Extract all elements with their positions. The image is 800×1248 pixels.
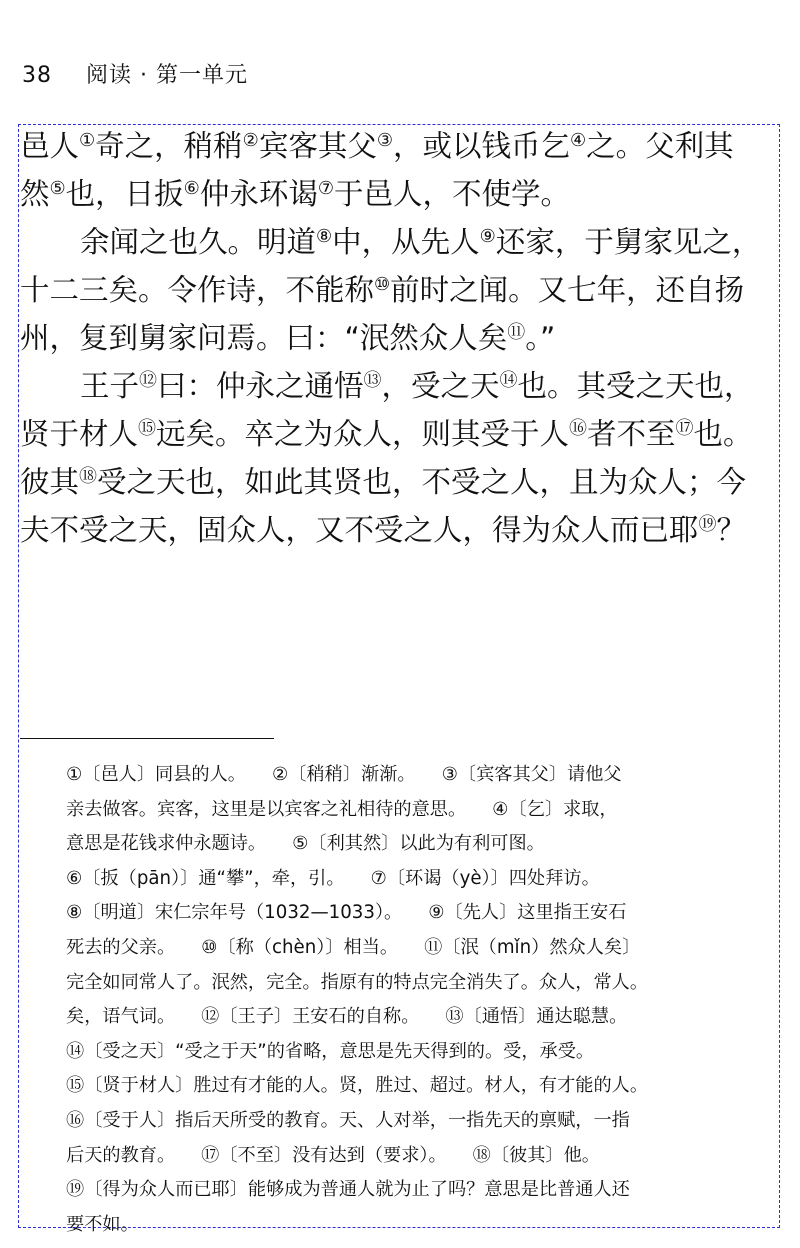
footnote-entry: ⑯〔受于人〕指后天所受的教育。天、人对举，一指先天的禀赋，一指 xyxy=(66,1109,630,1131)
footnote-entry: ⑮〔贤于材人〕胜过有才能的人。贤，胜过、超过。材人，有才能的人。 xyxy=(66,1075,649,1097)
footnote-entry: ③〔宾客其父〕请他父 xyxy=(441,764,622,785)
text-segment: 宾客其父 xyxy=(258,129,377,163)
text-segment: 奇之，稍稍 xyxy=(95,129,243,163)
footnote-marker: ⑭ xyxy=(499,370,518,391)
text-segment: 夫不受之天，固众人，又不受之人，得为众人而已耶 xyxy=(20,513,699,547)
footnote-marker: ⑯ xyxy=(569,418,588,439)
footnote-line xyxy=(66,1139,782,1174)
text-segment: 仲永环谒 xyxy=(199,177,318,211)
footnote-entry: 矣，语气词。 xyxy=(66,1006,176,1028)
text-segment: 也。其受之天也， xyxy=(517,369,754,403)
footnote-entry: 死去的父亲。 xyxy=(66,936,176,958)
footnote-marker: ⑰ xyxy=(675,418,694,439)
text-segment: 之。父利其 xyxy=(586,129,734,163)
footnote-entry: ⑨〔先人〕这里指王安石 xyxy=(428,902,627,924)
footnote-line xyxy=(66,862,782,897)
text-segment: 于邑人，不使学。 xyxy=(333,177,570,211)
footnote-entry: ④〔乞〕求取， xyxy=(492,798,618,820)
text-segment: 还家，于舅家见之， xyxy=(495,225,762,259)
text-segment: 远矣。卒之为众人，则其受于人 xyxy=(156,417,570,451)
footnote-entry: 后天的教育。 xyxy=(66,1144,176,1166)
footnote-marker: ⑥ xyxy=(183,178,200,199)
footnote-entry: ①〔邑人〕同县的人。 xyxy=(66,764,246,785)
footnote-entry: ⑭〔受之天〕“受之于天”的省略，意思是先天得到的。受，承受。 xyxy=(66,1040,595,1062)
footnotes xyxy=(66,758,782,1242)
footnote-entry: 要不如。 xyxy=(66,1213,139,1235)
footnote-entry: ②〔稍稍〕渐渐。 xyxy=(272,764,416,785)
text-line xyxy=(20,362,782,410)
text-segment: 彼其 xyxy=(20,465,80,499)
text-line xyxy=(20,410,782,458)
footnote-line xyxy=(66,1000,782,1035)
footnote-line xyxy=(66,1069,782,1104)
text-segment: 王子 xyxy=(80,369,140,403)
footnote-line xyxy=(66,1035,782,1070)
footnote-entry: ⑪〔泯（mǐn）然众人矣〕 xyxy=(424,936,641,958)
main-text xyxy=(20,122,782,554)
footnote-entry: ⑤〔利其然〕以此为有利可图。 xyxy=(292,833,545,855)
footnote-marker: ⑪ xyxy=(507,322,526,343)
text-segment: 余闻之也久。明道 xyxy=(80,225,317,259)
footnote-entry: ⑱〔彼其〕他。 xyxy=(472,1144,600,1166)
footnote-line xyxy=(66,1104,782,1139)
footnote-line xyxy=(66,1173,782,1208)
footnote-entry: ⑩〔称（chèn）〕相当。 xyxy=(201,936,399,958)
footnote-line xyxy=(66,827,782,862)
text-segment: 贤于材人 xyxy=(20,417,139,451)
footnote-entry: ⑰〔不至〕没有达到（要求）。 xyxy=(201,1144,447,1166)
text-segment: 也，日扳 xyxy=(65,177,184,211)
footnote-marker: ⑮ xyxy=(138,418,157,439)
text-line xyxy=(20,458,782,506)
text-segment: 十二三矣。令作诗，不能称 xyxy=(20,273,375,307)
footnote-marker: ② xyxy=(242,130,259,151)
footnote-line xyxy=(66,1208,782,1243)
text-segment: 州，复到舅家问焉。曰：“泯然众人矣 xyxy=(20,321,508,355)
footnote-line xyxy=(66,931,782,966)
footnote-line xyxy=(66,896,782,931)
text-segment: 中，从先人 xyxy=(332,225,480,259)
footnote-marker: ⑬ xyxy=(363,370,382,391)
text-line xyxy=(20,122,782,170)
footnote-rule xyxy=(20,738,274,739)
text-segment: ，受之天 xyxy=(381,369,500,403)
text-segment: 。” xyxy=(525,321,556,355)
footnote-marker: ⑱ xyxy=(79,466,98,487)
page-header xyxy=(22,58,248,89)
footnote-marker: ⑲ xyxy=(698,514,717,535)
footnote-marker: ⑩ xyxy=(374,274,391,295)
footnote-entry: ⑲〔得为众人而已耶〕能够成为普通人就为止了吗？意思是比普通人还 xyxy=(66,1179,630,1201)
footnote-entry: ⑫〔王子〕王安石的自称。 xyxy=(201,1006,420,1028)
footnote-entry: ⑦〔环谒（yè）〕四处拜访。 xyxy=(370,867,600,889)
text-segment: 曰：仲永之通悟 xyxy=(157,369,364,403)
footnote-marker: ① xyxy=(79,130,96,151)
footnote-entry: 完全如同常人了。泯然，完全。指原有的特点完全消失了。众人，常人。 xyxy=(66,971,649,993)
text-segment: 然 xyxy=(20,177,50,211)
footnote-line xyxy=(66,793,782,828)
footnote-marker: ④ xyxy=(569,130,587,151)
footnote-entry: ⑥〔扳（pān）〕通“攀”，牵，引。 xyxy=(66,867,345,889)
footnote-line xyxy=(66,966,782,1001)
section-title: 阅读 · 第一单元 xyxy=(86,63,248,88)
footnote-marker: ⑦ xyxy=(317,178,334,199)
text-line xyxy=(20,266,782,314)
footnote-line xyxy=(66,758,782,793)
footnote-marker: ⑫ xyxy=(139,370,158,391)
text-line xyxy=(20,170,782,218)
text-segment: 者不至 xyxy=(587,417,676,451)
text-segment: 受之天也，如此其贤也，不受之人，且为众人；今 xyxy=(97,465,747,499)
text-line xyxy=(20,218,782,266)
text-segment: ？ xyxy=(716,513,747,547)
footnote-marker: ⑧ xyxy=(316,226,333,247)
footnote-marker: ③ xyxy=(376,130,393,151)
page-number: 38 xyxy=(22,63,52,88)
text-line xyxy=(20,506,782,554)
footnote-marker: ⑤ xyxy=(49,178,66,199)
text-segment: 邑人 xyxy=(20,129,80,163)
footnote-entry: 意思是花钱求仲永题诗。 xyxy=(66,833,267,855)
footnote-entry: 亲去做客。宾客，这里是以宾客之礼相待的意思。 xyxy=(66,798,467,820)
text-segment: 前时之闻。又七年，还自扬 xyxy=(390,273,745,307)
footnote-entry: ⑧〔明道〕宋仁宗年号（1032—1033）。 xyxy=(66,902,403,924)
footnote-marker: ⑨ xyxy=(479,226,496,247)
text-line xyxy=(20,314,782,362)
text-segment: 也。 xyxy=(693,417,753,451)
text-segment: ，或以钱币乞 xyxy=(392,129,570,163)
footnote-entry: ⑬〔通悟〕通达聪慧。 xyxy=(445,1006,628,1028)
